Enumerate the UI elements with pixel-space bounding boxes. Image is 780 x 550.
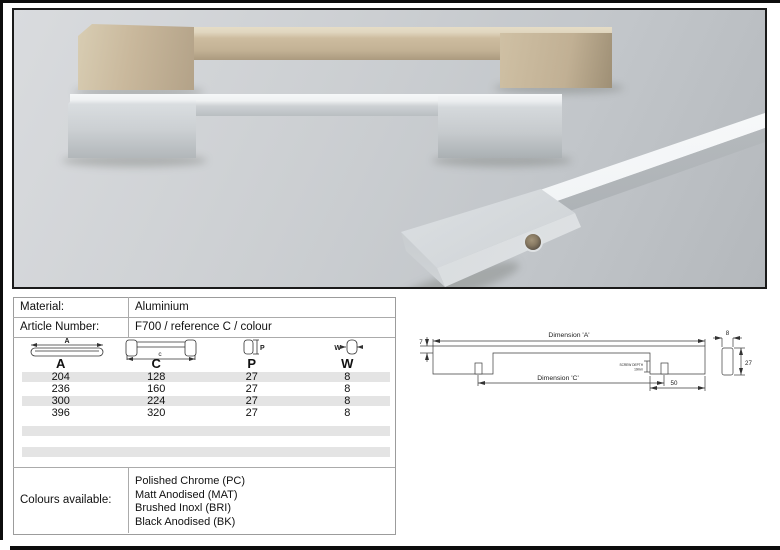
handle-silver-foot-right: [438, 96, 562, 158]
screw-depth-note: SCREW DEPTH: [619, 363, 643, 367]
page-border-bottom: [10, 546, 780, 550]
empty-row-stripe: [22, 426, 390, 436]
technical-drawing: [402, 318, 778, 402]
col-header-w: W: [341, 356, 354, 371]
cell-c: 160: [147, 383, 166, 395]
dimension-a-label: Dimension 'A': [548, 332, 590, 339]
bar-thickness-label: 7: [419, 339, 423, 346]
col-header-p: P: [247, 356, 257, 371]
cell-w: 8: [344, 371, 351, 383]
cell-w: 8: [344, 395, 351, 407]
handle-matt-anodised-foot-left: [78, 24, 194, 90]
table-column-divider: [128, 467, 129, 533]
colours-available-label: Colours available:: [20, 494, 112, 506]
cell-c: 128: [147, 371, 166, 383]
material-label: Material:: [20, 301, 65, 313]
icon-label-w: W: [334, 345, 341, 352]
length-a-icon: [31, 338, 103, 356]
article-number-label: Article Number:: [20, 321, 100, 333]
product-photo: [12, 8, 767, 289]
cell-a: 204: [51, 371, 70, 383]
colour-option: Matt Anodised (MAT): [135, 488, 238, 501]
screw-depth-value: 10mm: [634, 367, 643, 372]
icon-label-c: c: [158, 351, 162, 358]
profile-height-label: 27: [745, 360, 752, 367]
profile-width-label: 8: [725, 330, 730, 337]
side-elevation: [419, 332, 705, 391]
cell-c: 320: [147, 407, 166, 419]
screw-post: [475, 363, 482, 374]
table-row: [13, 371, 395, 383]
dimension-c-label: Dimension 'C': [537, 375, 579, 382]
icon-label-p: P: [260, 345, 265, 352]
colour-option: Black Anodised (BK): [135, 515, 236, 528]
cell-p: 27: [245, 371, 258, 383]
cell-a: 300: [51, 395, 70, 407]
col-header-c: C: [151, 356, 161, 371]
cell-a: 236: [51, 383, 70, 395]
cell-w: 8: [344, 407, 351, 419]
dimension-table-header: [13, 357, 395, 370]
material-value: Aluminium: [135, 301, 189, 313]
table-row: [13, 395, 395, 407]
handle-matt-anodised-foot-right: [500, 33, 612, 88]
end-view: [713, 330, 752, 375]
projection-p-icon: [244, 340, 265, 354]
empty-row-stripe: [22, 447, 390, 457]
article-number-value: F700 / reference C / colour: [135, 321, 272, 333]
table-column-divider: [128, 297, 129, 338]
col-header-a: A: [56, 356, 66, 371]
colour-option: Brushed Inoxl (BRI): [135, 502, 231, 514]
screw-hole: [525, 234, 541, 250]
handle-silver-foot-left: [68, 94, 196, 158]
icon-label-a: A: [64, 338, 70, 345]
cell-p: 27: [245, 395, 258, 407]
page-border-top: [0, 0, 780, 3]
table-divider: [13, 317, 395, 318]
cell-w: 8: [344, 383, 351, 395]
table-divider: [13, 467, 395, 468]
width-w-icon: [334, 340, 362, 354]
table-row: [13, 383, 395, 395]
cell-p: 27: [245, 383, 258, 395]
table-row: [13, 407, 395, 419]
cell-c: 224: [147, 395, 166, 407]
colour-option: Polished Chrome (PC): [135, 475, 246, 487]
foot-length-label: 50: [670, 380, 678, 387]
page-border-left: [0, 0, 3, 540]
cell-p: 27: [245, 407, 258, 419]
screw-post: [661, 363, 668, 374]
colours-list: [135, 475, 245, 529]
cell-a: 396: [51, 407, 70, 419]
